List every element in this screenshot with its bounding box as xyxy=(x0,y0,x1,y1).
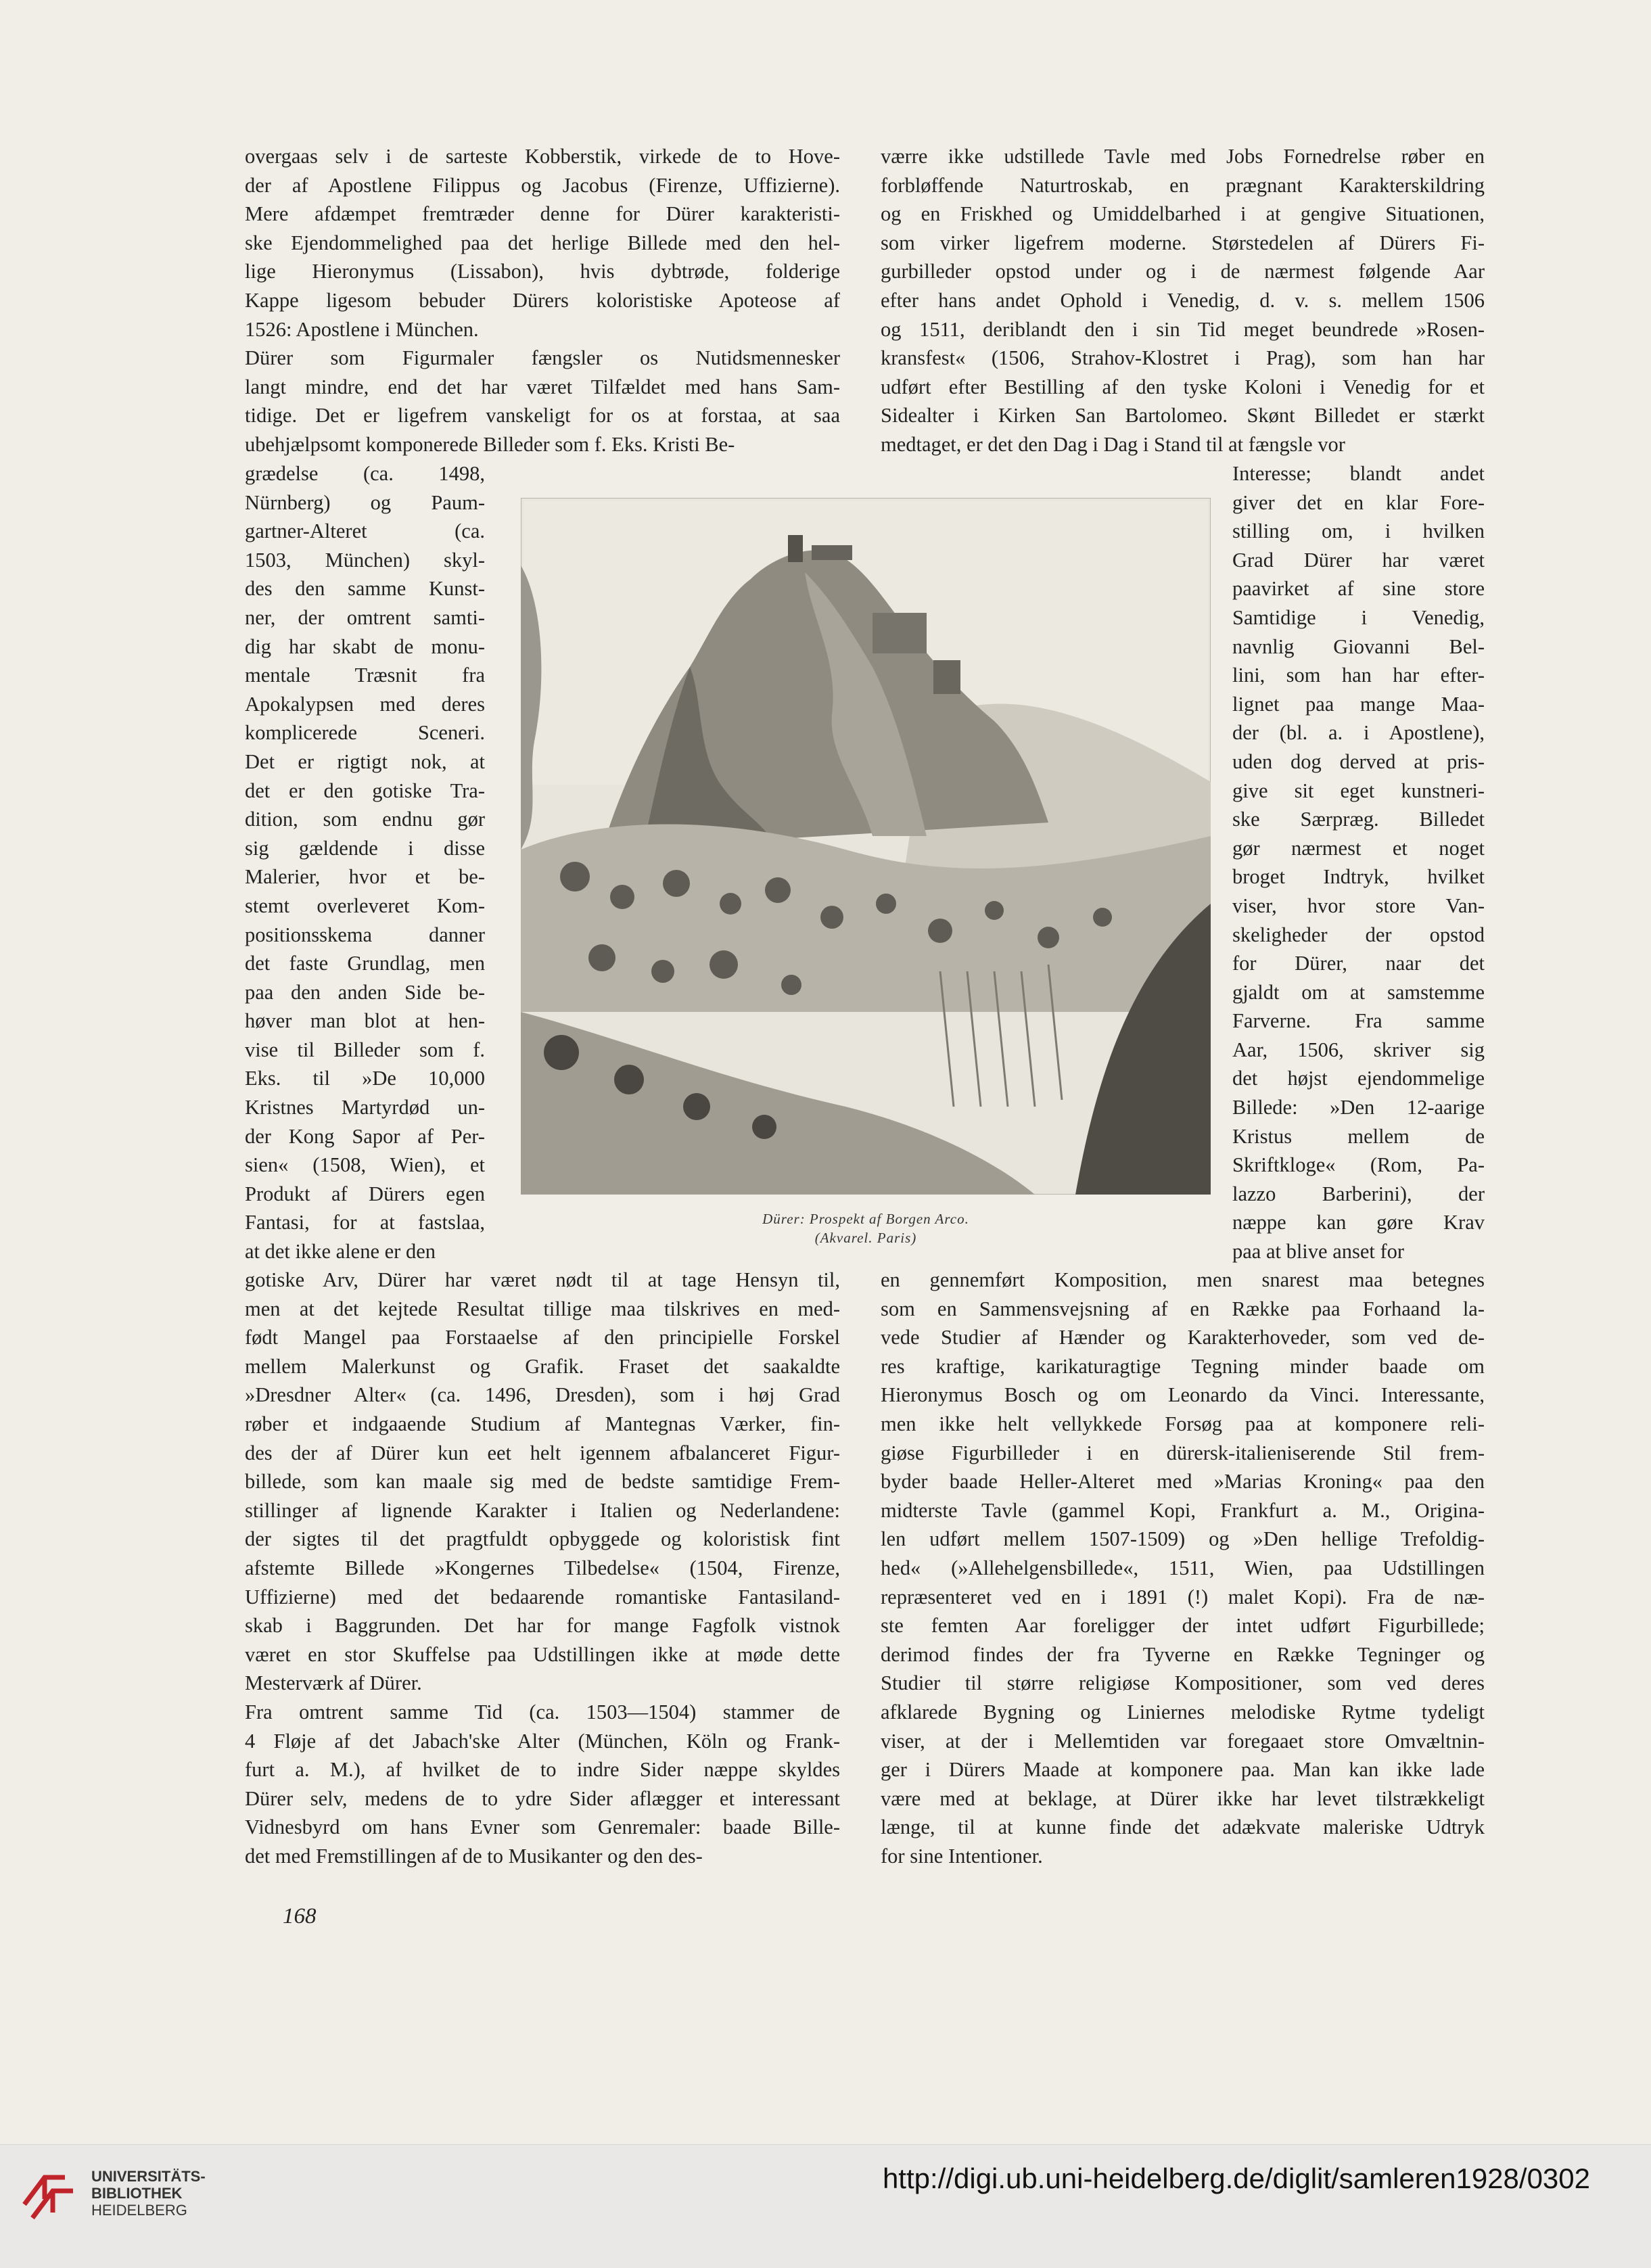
text-line: været en stor Skuffelse paa Udstillingen ikke at møde dette xyxy=(245,1642,840,1666)
text-line: gurbilleder opstod under og i de nærmest følgende Aar xyxy=(881,260,1485,283)
text-line: mentale Træsnit fra xyxy=(245,664,485,687)
text-line: der sigtes til det pragtfuldt opbyggede og koloristisk fint xyxy=(245,1527,840,1551)
caption-title: Dürer: Prospekt af Borgen Arco. xyxy=(762,1211,969,1227)
text-column-left-bottom xyxy=(245,1266,840,1870)
text-line: skab i Baggrunden. Det har for mange Fagfolk vistnok xyxy=(245,1614,840,1638)
text-line: komplicerede Sceneri. xyxy=(245,721,485,745)
text-line: Farverne. Fra samme xyxy=(1232,1009,1485,1033)
text-line: Kappe ligesom bebuder Dürers koloristiske Apoteose af xyxy=(245,288,840,312)
text-line: som en Sammensvejsning af en Række paa Forhaand la- xyxy=(881,1297,1485,1320)
text-line: paavirket af sine store xyxy=(1232,577,1485,601)
text-line: det er den gotiske Tra- xyxy=(245,779,485,802)
text-line: 1526: Apostlene i München. xyxy=(245,317,479,341)
text-line: res kraftige, karikaturagtige Tegning minder baade om xyxy=(881,1354,1485,1378)
text-line: broget Indtryk, hvilket xyxy=(1232,865,1485,889)
text-line: vise til Billeder som f. xyxy=(245,1038,485,1061)
text-line: ubehjælpsomt komponerede Billeder som f. Eks. Kristi Be- xyxy=(245,432,735,456)
text-line: Produkt af Dürers egen xyxy=(245,1182,485,1205)
text-line: røber et indgaaende Studium af Mantegnas Værker, fin- xyxy=(245,1412,840,1435)
text-line: viser, hvor store Van- xyxy=(1232,894,1485,917)
text-line: udført efter Bestilling af den tyske Koloni i Venedig for et xyxy=(881,375,1485,398)
text-line: gjaldt om at samstemme xyxy=(1232,980,1485,1004)
text-line: des der af Dürer kun eet helt igennem afbalanceret Figur- xyxy=(245,1441,840,1464)
text-line: gør nærmest et noget xyxy=(1232,836,1485,860)
text-line: at det ikke alene er den xyxy=(245,1240,436,1264)
text-line: Aar, 1506, skriver sig xyxy=(1232,1038,1485,1061)
text-line: Dürer som Figurmaler fængsler os Nutidsmennesker xyxy=(245,346,840,370)
artwork-figure xyxy=(521,498,1211,1195)
text-column-right-bottom xyxy=(881,1266,1485,1870)
text-line: Det er rigtigt nok, at xyxy=(245,749,485,773)
text-line: afklarede Bygning og Liniernes melodiske Rytme tydeligt xyxy=(881,1700,1485,1723)
text-line: medtaget, er det den Dag i Dag i Stand til at fængsle vor xyxy=(881,432,1345,456)
text-line: navnlig Giovanni Bel- xyxy=(1232,634,1485,658)
text-line: det med Fremstillingen af de to Musikanter og den des- xyxy=(245,1844,703,1868)
text-line: forbløffende Naturtroskab, en prægnant Karakterskildring xyxy=(881,173,1485,197)
text-line: der Kong Sapor af Per- xyxy=(245,1124,485,1148)
text-line: for Dürer, naar det xyxy=(1232,952,1485,975)
text-column-right-beside-figure xyxy=(1232,459,1485,1266)
text-line: lazzo Barberini), der xyxy=(1232,1182,1485,1205)
text-line: Fra omtrent samme Tid (ca. 1503—1504) stammer de xyxy=(245,1700,840,1723)
text-line: grædelse (ca. 1498, xyxy=(245,462,485,485)
text-line: værre ikke udstillede Tavle med Jobs Fornedrelse røber en xyxy=(881,145,1485,168)
text-line: Mere afdæmpet fremtræder denne for Dürer karakteristi- xyxy=(245,202,840,226)
text-line: mellem Malerkunst og Grafik. Fraset det saakaldte xyxy=(245,1354,840,1378)
text-line: midterste Tavle (gammel Kopi, Frankfurt a. M., Origina- xyxy=(881,1498,1485,1522)
text-line: og 1511, deriblandt den i sin Tid meget beundrede »Rosen- xyxy=(881,317,1485,341)
text-line: Apokalypsen med deres xyxy=(245,692,485,716)
text-line: Kristnes Martyrdød un- xyxy=(245,1096,485,1119)
text-line: ger i Dürers Maade at komponere paa. Man kan ikke lade xyxy=(881,1758,1485,1782)
text-line: født Mangel paa Forstaaelse af den principielle Forskel xyxy=(245,1326,840,1349)
text-line: stilling om, i hvilken xyxy=(1232,519,1485,543)
text-line: paa at blive anset for xyxy=(1232,1240,1405,1264)
text-line: ske Særpræg. Billedet xyxy=(1232,808,1485,831)
text-line: og en Friskhed og Umiddelbarhed i at gengive Situationen, xyxy=(881,202,1485,226)
text-line: men at det kejtede Resultat tillige maa tilskrives en med- xyxy=(245,1297,840,1320)
text-line: skeligheder der opstod xyxy=(1232,923,1485,946)
text-line: Nürnberg) og Paum- xyxy=(245,490,485,514)
text-line: furt a. M.), af hvilket de to indre Sider næppe skyldes xyxy=(245,1758,840,1782)
text-line: hed« (»Allehelgensbillede«, 1511, Wien, paa Udstillingen xyxy=(881,1556,1485,1579)
text-line: dig har skabt de monu- xyxy=(245,634,485,658)
text-line: Skriftkloge« (Rom, Pa- xyxy=(1232,1153,1485,1177)
text-line: afstemte Billede »Kongernes Tilbedelse« (1504, Firenze, xyxy=(245,1556,840,1579)
institution-name xyxy=(91,2168,206,2219)
text-line: viser, at der i Mellemtiden var foregaaet store Omvæltnin- xyxy=(881,1729,1485,1753)
text-line: Interesse; blandt andet xyxy=(1232,462,1485,485)
text-line: for sine Intentioner. xyxy=(881,1844,1043,1868)
text-column-left-top xyxy=(245,142,840,459)
text-line: en gennemført Komposition, men snarest maa betegnes xyxy=(881,1268,1485,1291)
text-line: Sidealter i Kirken San Bartolomeo. Skønt Billedet er stærkt xyxy=(881,404,1485,427)
text-line: billede, som kan maale sig med de bedste samtidige Frem- xyxy=(245,1470,840,1494)
text-line: Kristus mellem de xyxy=(1232,1124,1485,1148)
institution-line-3: HEIDELBERG xyxy=(91,2202,187,2219)
text-line: Samtidige i Venedig, xyxy=(1232,605,1485,629)
text-line: Fantasi, for at fastslaa, xyxy=(245,1211,485,1234)
text-line: Dürer selv, medens de to ydre Sider aflægger et interessant xyxy=(245,1786,840,1810)
text-line: der af Apostlene Filippus og Jacobus (Firenze, Uffizierne). xyxy=(245,173,840,197)
text-line: sig gældende i disse xyxy=(245,836,485,860)
text-line: »Dresdner Alter« (ca. 1496, Dresden), som i høj Grad xyxy=(245,1383,840,1407)
text-line: lige Hieronymus (Lissabon), hvis dybtrøde, folderige xyxy=(245,260,840,283)
text-line: Billede: »Den 12-aarige xyxy=(1232,1096,1485,1119)
text-line: men ikke helt vellykkede Forsøg paa at komponere reli- xyxy=(881,1412,1485,1435)
text-line: des den samme Kunst- xyxy=(245,577,485,601)
text-line: det faste Grundlag, men xyxy=(245,952,485,975)
text-line: 4 Fløje af det Jabach'ske Alter (München, Köln og Frank- xyxy=(245,1729,840,1753)
text-line: uden dog derved at pris- xyxy=(1232,749,1485,773)
text-line: gotiske Arv, Dürer har været nødt til at tage Hensyn til, xyxy=(245,1268,840,1291)
text-line: overgaas selv i de sarteste Kobberstik, virkede de to Hove- xyxy=(245,145,840,168)
institution-line-2: BIBLIOTHEK xyxy=(91,2185,183,2202)
text-line: len udført mellem 1507-1509) og »Den hellige Trefoldig- xyxy=(881,1527,1485,1551)
text-line: Mesterværk af Dürer. xyxy=(245,1671,422,1695)
figure-caption xyxy=(521,1209,1211,1247)
text-line: langt mindre, end det har været Tilfældet med hans Sam- xyxy=(245,375,840,398)
text-line: derimod findes der fra Tyverne en Række Tegninger og xyxy=(881,1642,1485,1666)
text-line: efter hans andet Ophold i Venedig, d. v. s. mellem 1506 xyxy=(881,288,1485,312)
text-column-right-top xyxy=(881,142,1485,459)
text-line: giøse Figurbilleder i en dürersk-italieniserende Stil frem- xyxy=(881,1441,1485,1464)
text-line: det højst ejendommelige xyxy=(1232,1067,1485,1090)
text-line: som virker ligefrem moderne. Størstedelen af Dürers Fi- xyxy=(881,231,1485,254)
page-number: 168 xyxy=(283,1904,317,1928)
text-line: vede Studier af Hænder og Karakterhoveder, som ved de- xyxy=(881,1326,1485,1349)
text-line: Vidnesbyrd om hans Evner som Genremaler: baade Bille- xyxy=(245,1815,840,1839)
text-line: sien« (1508, Wien), et xyxy=(245,1153,485,1177)
text-line: Studier til større religiøse Kompositioner, som ved deres xyxy=(881,1671,1485,1695)
text-line: Grad Dürer har været xyxy=(1232,548,1485,572)
text-line: stemt overleveret Kom- xyxy=(245,894,485,917)
caption-medium: (Akvarel. Paris) xyxy=(814,1230,917,1246)
text-line: Uffizierne) med det bedaarende romantiske Fantasiland- xyxy=(245,1585,840,1609)
text-line: ner, der omtrent samti- xyxy=(245,605,485,629)
library-footer xyxy=(0,2144,1651,2268)
watercolor-landscape-image xyxy=(521,498,1211,1195)
university-library-logo-icon xyxy=(18,2164,85,2226)
text-line: 1503, München) skyl- xyxy=(245,548,485,572)
text-line: Eks. til »De 10,000 xyxy=(245,1067,485,1090)
text-line: næppe kan gøre Krav xyxy=(1232,1211,1485,1234)
text-line: dition, som endnu gør xyxy=(245,808,485,831)
text-line: lignet paa mange Maa- xyxy=(1232,692,1485,716)
text-line: byder baade Heller-Alteret med »Marias Kroning« paa den xyxy=(881,1470,1485,1494)
text-line: være med at beklage, at Dürer ikke har levet tilstrækkeligt xyxy=(881,1786,1485,1810)
text-line: ste femten Aar foreligger der intet udført Figurbillede; xyxy=(881,1614,1485,1638)
text-line: Hieronymus Bosch og om Leonardo da Vinci. Interessante, xyxy=(881,1383,1485,1407)
text-line: stillinger af lignende Karakter i Italien og Nederlandene: xyxy=(245,1498,840,1522)
text-line: repræsenteret ved en i 1891 (!) malet Kopi). Fra de næ- xyxy=(881,1585,1485,1609)
text-line: høver man blot at hen- xyxy=(245,1009,485,1033)
source-url-link[interactable]: http://digi.ub.uni-heidelberg.de/diglit/samleren1928/0302 xyxy=(882,2162,1590,2194)
text-line: ske Ejendommelighed paa det herlige Billede med den hel- xyxy=(245,231,840,254)
text-line: kransfest« (1506, Strahov-Klostret i Prag), som han har xyxy=(881,346,1485,370)
text-line: give sit eget kunstneri- xyxy=(1232,779,1485,802)
text-line: Malerier, hvor et be- xyxy=(245,865,485,889)
institution-line-1: UNIVERSITÄTS- xyxy=(91,2168,206,2185)
text-line: tidige. Det er ligefrem vanskeligt for os at forstaa, at saa xyxy=(245,404,840,427)
text-line: der (bl. a. i Apostlene), xyxy=(1232,721,1485,745)
text-column-left-beside-figure xyxy=(245,459,485,1266)
text-line: længe, til at kunne finde det adækvate maleriske Udtryk xyxy=(881,1815,1485,1839)
text-line: paa den anden Side be- xyxy=(245,980,485,1004)
text-line: lini, som han har efter- xyxy=(1232,664,1485,687)
text-line: positionsskema danner xyxy=(245,923,485,946)
text-line: gartner-Alteret (ca. xyxy=(245,519,485,543)
text-line: giver det en klar Fore- xyxy=(1232,490,1485,514)
